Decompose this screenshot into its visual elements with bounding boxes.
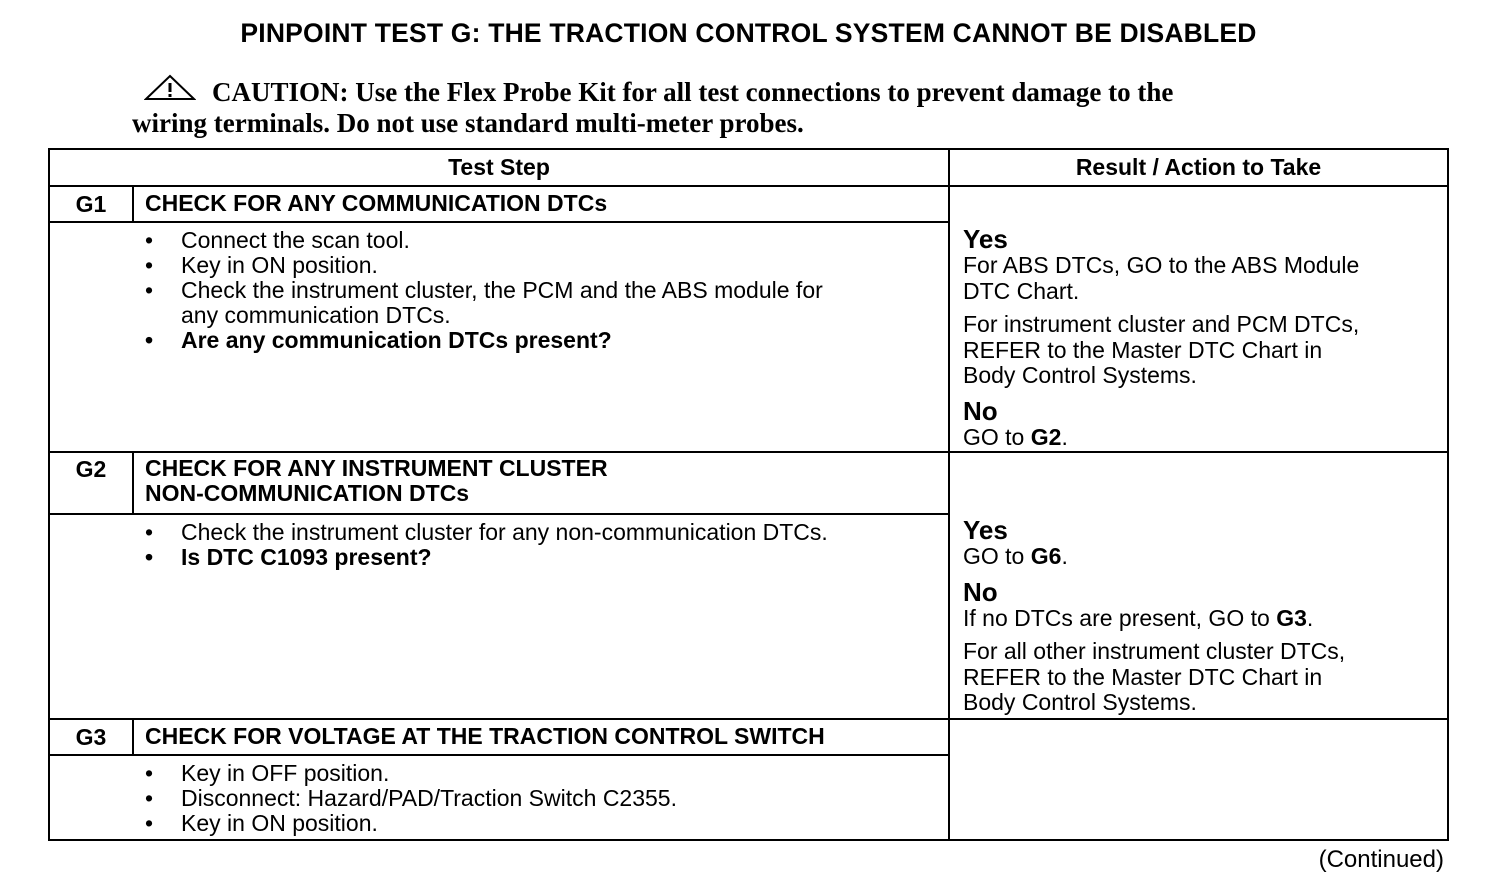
- list-item: • Key in ON position.: [145, 811, 677, 836]
- step-actions-g1: [145, 228, 823, 353]
- page-title: PINPOINT TEST G: THE TRACTION CONTROL SYSTEM CANNOT BE DISABLED: [240, 18, 1257, 48]
- yes-action-2: For instrument cluster and PCM DTCs, REFER to the Master DTC Chart in Body Control Systems.: [963, 311, 1360, 388]
- yes-action: For ABS DTCs, GO to the ABS Module DTC Chart.: [963, 252, 1360, 304]
- header-test-step: Test Step: [448, 154, 550, 180]
- pinpoint-test-table: [48, 148, 1449, 841]
- list-item: • Key in OFF position.: [145, 761, 677, 786]
- no-label: No: [963, 395, 998, 426]
- no-action-2: For all other instrument cluster DTCs, REFER to the Master DTC Chart in Body Control Systems.: [963, 638, 1346, 715]
- step-title-g3: CHECK FOR VOLTAGE AT THE TRACTION CONTROL SWITCH: [145, 723, 825, 749]
- result-g1: [963, 225, 1359, 450]
- step-title-g2: CHECK FOR ANY INSTRUMENT CLUSTER NON-COMMUNICATION DTCs: [145, 455, 608, 506]
- list-item: • Disconnect: Hazard/PAD/Traction Switch C2355.: [145, 786, 677, 811]
- step-title-g1: CHECK FOR ANY COMMUNICATION DTCs: [145, 190, 608, 216]
- list-item: • Are any communication DTCs present?: [145, 328, 823, 353]
- list-item: • Check the instrument cluster, the PCM and the ABS module for any communication DTCs.: [145, 278, 823, 328]
- caution-note: [132, 74, 1372, 139]
- list-item: • Is DTC C1093 present?: [145, 545, 828, 570]
- warning-triangle-icon: [144, 74, 196, 102]
- caution-text-2: wiring terminals. Do not use standard multi-meter probes.: [132, 108, 804, 138]
- list-item: • Connect the scan tool.: [145, 228, 823, 253]
- caution-text-1: CAUTION: Use the Flex Probe Kit for all test connections to prevent damage to the: [212, 77, 1174, 107]
- caution-line-1: [132, 74, 1372, 108]
- step-id-g1: G1: [75, 191, 107, 217]
- result-g2: [963, 516, 1345, 716]
- no-label: No: [963, 576, 998, 607]
- yes-label: Yes: [963, 224, 1008, 254]
- step-actions-g3: [145, 761, 677, 836]
- no-action: If no DTCs are present, GO to G3.: [963, 604, 1314, 631]
- continued-note: (Continued): [1318, 846, 1444, 873]
- step-actions-g2: [145, 520, 828, 570]
- list-item: • Key in ON position.: [145, 253, 823, 278]
- header-result-action: Result / Action to Take: [1075, 154, 1322, 180]
- list-item: • Check the instrument cluster for any non-communication DTCs.: [145, 520, 828, 545]
- no-action: GO to G2.: [963, 423, 1068, 450]
- step-id-g2: G2: [75, 456, 107, 482]
- step-id-g3: G3: [75, 724, 107, 750]
- yes-label: Yes: [963, 515, 1008, 545]
- yes-action: GO to G6.: [963, 543, 1068, 569]
